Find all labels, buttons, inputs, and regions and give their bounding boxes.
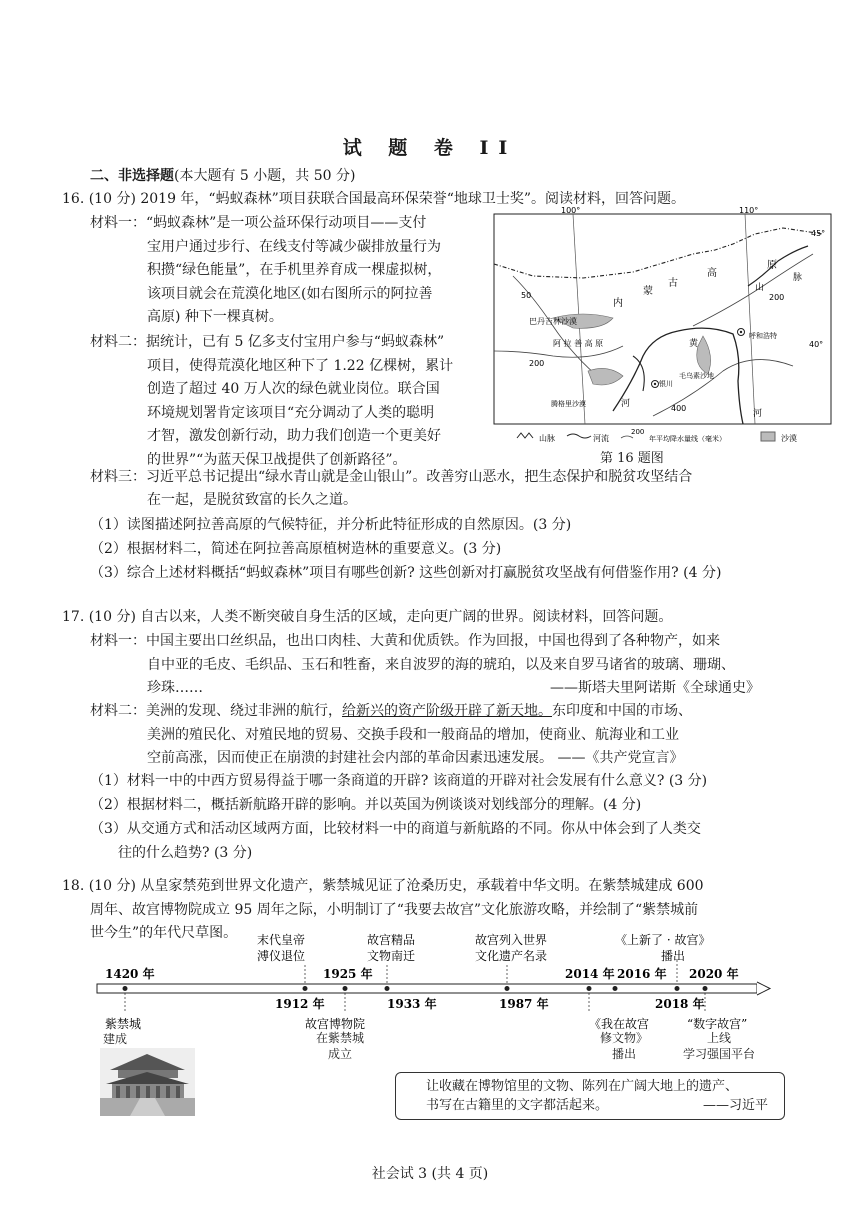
year-1912: 1912 年 — [275, 997, 325, 1011]
q16-material-3: 材料三：习近平总书记提出“绿水青山就是金山银山”。改善穷山恶水，把生态保护和脱贫攻坚结合 在一起，是脱贫致富的长久之道。 — [90, 469, 693, 508]
q16-sub-1: （1）读图描述阿拉善高原的气候特征，并分析此特征形成的自然原因。(3 分) — [90, 517, 572, 533]
ev2018-l1: 《上新了 · 故宫》 — [615, 933, 711, 947]
ev1420-l1: 紫禁城 — [105, 1017, 142, 1031]
q16-map — [493, 206, 833, 446]
tick-1933 — [385, 986, 390, 991]
iso-200-west-label: 200 — [529, 359, 545, 368]
iso-50-label: 50 — [521, 291, 532, 300]
page-title: 试 题 卷 II — [342, 137, 518, 159]
q17-sub-3: （3）从交通方式和活动区域两方面，比较材料一中的商道与新航路的不同。你从中体会到了人类交 往的什么趋势? (3 分) — [90, 821, 701, 861]
timeline-svg — [95, 930, 785, 1040]
quote-text: 让收藏在博物馆里的文物、陈列在广阔大地上的遗产、 书写在古籍里的文字都活起来。 ——习近平 — [426, 1079, 769, 1113]
ev1912-l1: 末代皇帝 — [257, 933, 306, 947]
huhhot-label: 呼和浩特 — [749, 332, 777, 340]
q16-sub-2: （2）根据材料二，简述在阿拉善高原植树造林的重要意义。(3 分) — [90, 541, 502, 557]
year-2020: 2020 年 — [689, 967, 739, 981]
tick-1912 — [303, 986, 308, 991]
legend-isohyet-icon — [621, 436, 633, 438]
year-2014: 2014 年 — [565, 967, 615, 981]
section-heading: 二、非选择题(本大题有 5 小题，共 50 分) — [90, 168, 356, 184]
palace-image — [100, 1048, 195, 1116]
lat-45-label: 45° — [811, 229, 826, 238]
ev2018-l2: 播出 — [661, 949, 686, 963]
lat-40-label: 40° — [809, 340, 824, 349]
legend-desert-icon — [761, 432, 775, 441]
tick-2014 — [587, 986, 592, 991]
ev1925-more: 在紫禁城 成立 — [316, 1031, 365, 1061]
tick-2018 — [675, 986, 680, 991]
alashan-label: 阿 拉 善 高 原 — [553, 339, 604, 348]
year-1987: 1987 年 — [499, 997, 549, 1011]
ev1933-l2: 文物南迁 — [367, 949, 416, 963]
legend-river: 河流 — [593, 434, 609, 443]
q17-sub-1: （1）材料一中的中西方贸易得益于哪一条商道的开辟? 该商道的开辟对社会发展有什么意义? (3 分) — [90, 773, 708, 789]
nei-label: 内 — [613, 298, 623, 309]
alashan-map-svg — [493, 206, 833, 446]
gao-label: 高 — [707, 268, 717, 279]
page-footer: 社会试 3 (共 4 页) — [371, 1166, 489, 1182]
timeline-bar — [97, 984, 757, 993]
legend-mountain: 山脉 — [539, 434, 555, 443]
tick-1987 — [505, 986, 510, 991]
yuan-label: 原 — [767, 260, 777, 271]
q17-intro: 17. (10 分) 自古以来，人类不断突破自身生活的区域，走向更广阔的世界。阅读材料，回答问题。 — [62, 609, 673, 625]
q18-intro: 18. (10 分) 从皇家禁苑到世界文化遗产，紫禁城见证了沧桑历史，承载着中华文明。在紫禁城建成 600 周年、故宫博物院成立 95 周年之际，小明制订了“我要去故宫”文化旅游攻略，并绘制了“紫禁城前 世今生”的年代尺草图。 — [62, 878, 704, 941]
q16-material-2: 材料二：据统计，已有 5 亿多支付宝用户参与“蚂蚁森林” 项目，使得荒漠化地区种下了 1.22 亿棵树，累计 创造了超过 40 万人次的绿色就业岗位。联合国 环境规划署肯定该项目“充分调动了人类的聪明 才智，激发创新行动，助力我们创造一个更美好 的世界”“为蓝天保卫战提供了创新路径”。 — [90, 334, 454, 468]
ev1987-l1: 故宫列入世界 — [475, 933, 548, 947]
shan-label: 山 — [755, 283, 765, 293]
ev1925-l1: 故宫博物院 — [305, 1017, 366, 1031]
huang-label: 黄 — [689, 339, 699, 349]
timeline-arrow-icon — [757, 982, 770, 995]
year-1925: 1925 年 — [323, 967, 373, 981]
tengger-label: 腾格里沙漠 — [551, 400, 586, 408]
underlined-phrase: 给新兴的资产阶级开辟了新天地。 — [342, 703, 552, 719]
forbidden-city-photo — [100, 1048, 195, 1116]
river2-label: 河 — [753, 409, 763, 419]
legend-isohyet: 年平均降水量线（毫米） — [649, 435, 726, 443]
q17-material-1: 材料一：中国主要出口丝织品，也出口肉桂、大黄和优质铁。作为回报，中国也得到了各种物产，如来 自中亚的毛皮、毛织品、玉石和牲畜，来自波罗的海的琥珀，以及来自罗马诸省的玻璃、珊瑚、 珍珠…… ——斯塔夫里阿诺斯《全球通史》 — [90, 633, 760, 696]
year-1933: 1933 年 — [387, 997, 437, 1011]
meng-label: 蒙 — [643, 286, 653, 297]
iso-200-east-label: 200 — [769, 293, 785, 302]
tick-2016 — [613, 986, 618, 991]
quote-scroll — [395, 1072, 785, 1120]
ev1933-l1: 故宫精品 — [367, 933, 416, 947]
timeline — [95, 930, 785, 1040]
mai-label: 脉 — [793, 273, 803, 283]
map-legend — [517, 428, 797, 443]
q17-sub-2: （2）根据材料二，概括新航路开辟的影响。并以英国为例谈谈对划线部分的理解。(4 分) — [90, 797, 642, 813]
legend-desert: 沙漠 — [781, 434, 797, 443]
q16-material-1: 材料一：“蚂蚁森林”是一项公益环保行动项目——支付 宝用户通过步行、在线支付等减少碳排放量行为 积攒“绿色能量”，在手机里养育成一棵虚拟树， 该项目就会在荒漠化地区(如右图所示的阿拉善 高原) 种下一棵真树。 — [90, 215, 442, 325]
legend-river-icon — [567, 434, 591, 438]
year-1420: 1420 年 — [105, 967, 155, 981]
ev1987-l2: 文化遗产名录 — [475, 949, 548, 963]
q16-intro: 16. (10 分) 2019 年，“蚂蚁森林”项目获联合国最高环保荣誉“地球卫士奖”。阅读材料，回答问题。 — [62, 191, 686, 207]
lon-110-label: 110° — [739, 206, 759, 215]
ev1420-l2: 建成 — [103, 1032, 128, 1046]
lon-100-label: 100° — [561, 206, 581, 215]
yinchuan-dot — [654, 383, 656, 385]
year-2018: 2018 年 — [655, 997, 705, 1011]
q17-material-2: 材料二：美洲的发现、绕过非洲的航行，给新兴的资产阶级开辟了新天地。东印度和中国的市场、 美洲的殖民化、对殖民地的贸易、交换手段和一般商品的增加，使商业、航海业和工业 空前高涨，因而使正在崩溃的封建社会内部的革命因素迅速发展。 ——《共产党宣言》 — [90, 703, 692, 766]
legend-mountain-icon — [517, 433, 533, 438]
tick-2020 — [703, 986, 708, 991]
ev2020-more: 上线 学习强国平台 — [683, 1031, 756, 1061]
he-label: 河 — [621, 399, 631, 409]
map-caption: 第 16 题图 — [600, 451, 664, 466]
tick-1925 — [343, 986, 348, 991]
ev1912-l2: 溥仪退位 — [257, 949, 306, 963]
q16-sub-3: （3）综合上述材料概括“蚂蚁森林”项目有哪些创新? 这些创新对打赢脱贫攻坚战有何借鉴作用? (4 分) — [90, 565, 722, 581]
muus-label: 毛乌素沙地 — [679, 372, 714, 380]
ev2016-more: 修文物》 播出 — [600, 1031, 649, 1061]
legend-iso-val: 200 — [631, 428, 645, 436]
badain-label: 巴丹吉林沙漠 — [529, 317, 577, 326]
huhhot-dot — [740, 331, 742, 333]
iso-400-label: 400 — [671, 404, 687, 413]
gu-label: 古 — [668, 278, 678, 289]
yinchuan-label: 银川 — [659, 380, 673, 388]
year-2016: 2016 年 — [617, 967, 667, 981]
tick-1420 — [123, 986, 128, 991]
ev2020-l1: “数字故宫” — [687, 1017, 748, 1031]
ev2016-l1: 《我在故宫 — [589, 1017, 650, 1031]
